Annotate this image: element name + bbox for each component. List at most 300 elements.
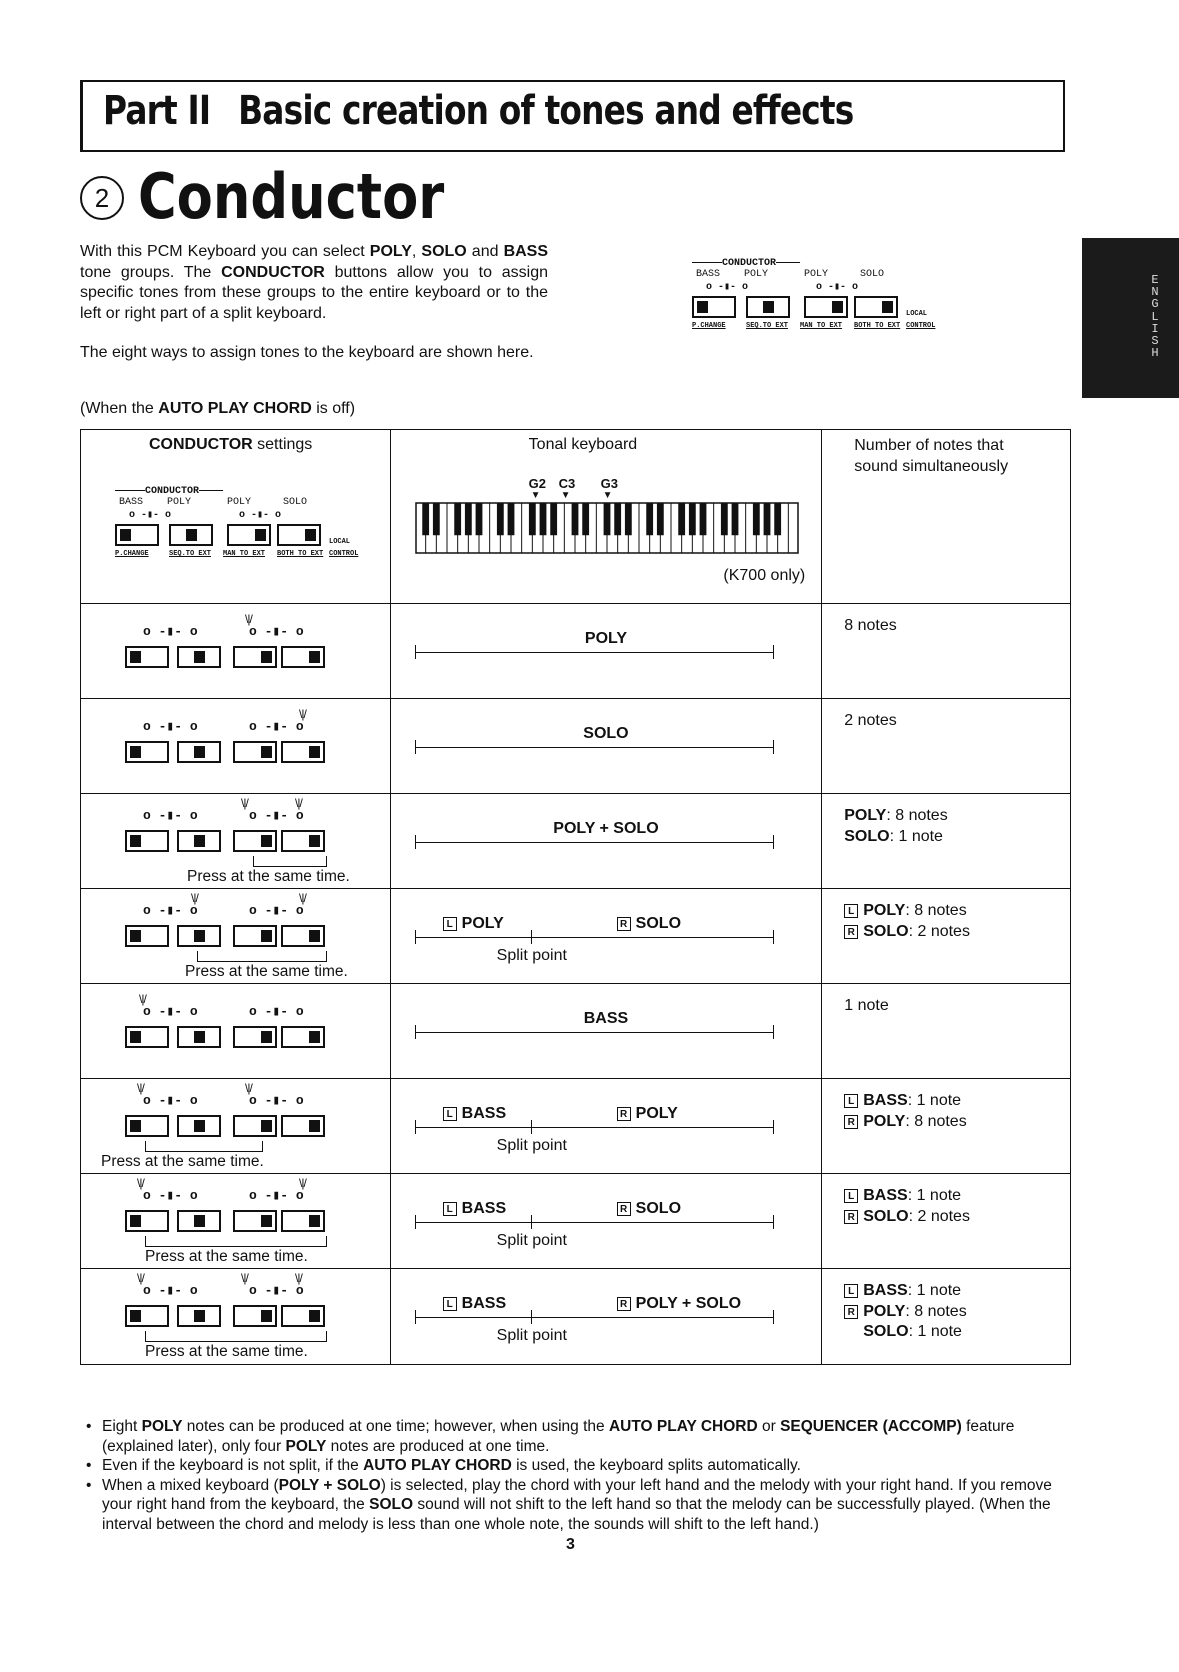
- button-indicator: [194, 930, 205, 942]
- notes-mode: SOLO: [863, 1207, 909, 1225]
- led-indicator-right: o -▮- o: [249, 1004, 304, 1019]
- notes-value: : 1 note: [908, 1323, 962, 1340]
- conductor-group-label: BASS: [696, 269, 721, 280]
- button-indicator: [261, 1120, 272, 1132]
- table-row: [81, 1174, 1071, 1269]
- notes-mode: BASS: [863, 1282, 908, 1299]
- conductor-setting-cell: [81, 604, 391, 699]
- conductor-button: [125, 1026, 169, 1048]
- conductor-button: [233, 1210, 277, 1232]
- button-indicator: [832, 301, 843, 313]
- notes-value: : 8 notes: [905, 1302, 967, 1320]
- notes-mode: BASS: [863, 1187, 908, 1204]
- conductor-button: [125, 1115, 169, 1137]
- conductor-button: [804, 296, 848, 318]
- split-left-label: [443, 915, 504, 933]
- black-key: [646, 503, 653, 535]
- black-key: [657, 503, 664, 535]
- split-left-text: POLY: [461, 915, 504, 932]
- conductor-setting-cell: [81, 699, 391, 794]
- footnote-text: Even if the keyboard is not split, if the: [102, 1457, 364, 1474]
- button-indicator: [130, 746, 141, 758]
- notes-box-icon: R: [844, 1210, 858, 1224]
- footnote-bold: AUTO PLAY CHORD: [363, 1457, 512, 1474]
- black-key: [422, 503, 429, 535]
- button-caption: MAN TO EXT: [223, 550, 266, 558]
- conductor-button: [233, 646, 277, 668]
- notes-box-icon: L: [844, 1094, 858, 1108]
- footnote-bold: SOLO: [369, 1496, 414, 1513]
- conductor-setting-cell: [81, 1269, 391, 1365]
- tonal-keyboard-cell: [390, 1174, 822, 1269]
- press-together-bracket: [253, 856, 327, 867]
- notes-count-cell: [822, 984, 1071, 1079]
- black-key: [497, 503, 504, 535]
- conductor-group-label: BASS: [119, 497, 144, 508]
- button-indicator: [763, 301, 774, 313]
- notes-line: [844, 711, 896, 732]
- led-left: o -▮- o: [706, 282, 749, 293]
- right-box-icon: R: [617, 917, 631, 931]
- footnote-text: Eight: [102, 1418, 142, 1435]
- press-same-time-note: Press at the same time.: [145, 1248, 308, 1265]
- k700-only-note: (K700 only): [723, 567, 806, 584]
- footnote-text: or: [757, 1418, 781, 1435]
- english-tab-letter: E: [1151, 273, 1159, 287]
- black-key: [539, 503, 546, 535]
- button-indicator: [186, 529, 197, 541]
- press-same-time-note: Press at the same time.: [101, 1153, 264, 1170]
- button-indicator: [130, 835, 141, 847]
- range-tick-right: [773, 835, 774, 849]
- keyboard-mark: G3: [600, 476, 619, 491]
- notes-count-cell: [822, 1174, 1071, 1269]
- notes-count-cell: [822, 1079, 1071, 1174]
- button-indicator: [194, 1310, 205, 1322]
- split-right-text: SOLO: [635, 1200, 682, 1217]
- split-left-label: [443, 1200, 506, 1218]
- press-same-time-note: Press at the same time.: [187, 868, 350, 885]
- black-key: [753, 503, 760, 535]
- conductor-button: [169, 524, 213, 546]
- button-indicator: [120, 529, 131, 541]
- split-point-label: Split point: [496, 1137, 567, 1154]
- button-indicator: [194, 651, 205, 663]
- conductor-panel-diagram-table: [115, 486, 395, 586]
- range-tick-right: [773, 645, 774, 659]
- split-point-tick: [531, 930, 532, 944]
- blinking-led-icon: \|/: [241, 796, 248, 810]
- keyboard-mode-label: POLY: [584, 630, 627, 647]
- conductor-group-label: SOLO: [283, 497, 308, 508]
- keyboard-diagram: [415, 502, 799, 554]
- conductor-button: [125, 1210, 169, 1232]
- button-indicator: [194, 746, 205, 758]
- notes-count-cell: [822, 604, 1071, 699]
- auto-play-note: (When the AUTO PLAY CHORD is off): [80, 400, 356, 417]
- conductor-button: [746, 296, 790, 318]
- range-tick-right: [773, 1215, 774, 1229]
- footnote-bold: POLY + SOLO: [278, 1476, 381, 1494]
- notes-line: [844, 827, 947, 848]
- notes-count: [844, 1186, 970, 1227]
- footnote-bold: AUTO PLAY CHORD: [608, 1418, 758, 1435]
- control-label: CONTROL: [906, 322, 936, 330]
- range-tick-left: [415, 930, 416, 944]
- conductor-button: [233, 925, 277, 947]
- range-tick-left: [415, 1215, 416, 1229]
- split-point-label: Split point: [496, 1327, 567, 1344]
- led-indicator-right: o -▮- o: [249, 903, 304, 918]
- notes-value: : 1 note: [907, 1092, 962, 1109]
- blinking-led-icon: \|/: [299, 891, 306, 905]
- led-right: o -▮- o: [239, 510, 282, 521]
- footnote-bullet: •: [86, 1418, 92, 1435]
- notes-line: [844, 1091, 966, 1112]
- footnote-bullet: •: [86, 1476, 92, 1494]
- button-indicator: [309, 651, 320, 663]
- blinking-led-icon: \|/: [245, 612, 252, 626]
- conductor-button: [125, 925, 169, 947]
- split-point-tick: [531, 1120, 532, 1134]
- page-number: 3: [566, 1536, 575, 1553]
- notes-value: 2 notes: [844, 712, 897, 729]
- led-indicator-left: o -▮- o: [143, 808, 198, 823]
- button-indicator: [194, 1215, 205, 1227]
- button-caption: SEQ.TO EXT: [746, 322, 789, 330]
- keyboard-range-line: [415, 1222, 773, 1223]
- notes-count-cell: [822, 1269, 1071, 1365]
- keyboard-range-line: [415, 652, 773, 653]
- conductor-panel-diagram: [692, 258, 972, 348]
- local-label: LOCAL: [329, 538, 351, 546]
- left-box-icon: L: [443, 1202, 457, 1216]
- tonal-keyboard-cell: [390, 1269, 822, 1365]
- tonal-keyboard-cell: [390, 604, 822, 699]
- conductor-button: [177, 1305, 221, 1327]
- split-left-text: BASS: [461, 1295, 507, 1312]
- conductor-button: [177, 830, 221, 852]
- notes-mode: POLY: [863, 1302, 906, 1320]
- footnote-bold: POLY: [141, 1418, 183, 1435]
- split-point-label: Split point: [496, 1232, 567, 1249]
- led-left: o -▮- o: [129, 510, 172, 521]
- conductor-button: [281, 1305, 325, 1327]
- button-indicator: [309, 1120, 320, 1132]
- led-indicator-right: o -▮- o: [249, 1093, 304, 1108]
- footnote-text: sound will not shift to the left hand so that the melody can be successfully played. (When the interval between the chord and melody is less than one whole note, the sounds will shift to the left hand.): [102, 1496, 1051, 1533]
- blinking-led-icon: \|/: [137, 1176, 144, 1190]
- conductor-button: [233, 1026, 277, 1048]
- notes-count: [844, 711, 896, 732]
- conductor-label: —————CONDUCTOR————: [692, 258, 801, 269]
- notes-value: : 2 notes: [908, 922, 970, 940]
- notes-mode: POLY: [863, 1112, 906, 1130]
- button-indicator: [194, 835, 205, 847]
- notes-mode: POLY: [863, 902, 906, 919]
- table-row: [81, 1269, 1071, 1365]
- notes-count: [844, 901, 970, 942]
- blinking-led-icon: \|/: [241, 1271, 248, 1285]
- split-right-text: SOLO: [635, 915, 682, 932]
- footnote-text: When a mixed keyboard (: [102, 1476, 279, 1494]
- led-indicator-right: o -▮- o: [249, 1188, 304, 1203]
- led-indicator-left: o -▮- o: [143, 1004, 198, 1019]
- range-tick-left: [415, 645, 416, 659]
- notes-line: [844, 1302, 966, 1323]
- footnote-text: notes are produced at one time.: [326, 1437, 550, 1455]
- keyboard-range-line: [415, 937, 773, 938]
- local-label: LOCAL: [906, 310, 928, 318]
- table-row: [81, 1079, 1071, 1174]
- notes-value: 1 note: [844, 997, 889, 1014]
- notes-line: [844, 616, 896, 637]
- notes-value: : 1 note: [907, 1187, 962, 1204]
- conductor-setting-cell: [81, 1079, 391, 1174]
- notes-box-icon: L: [844, 904, 858, 918]
- black-key: [689, 503, 696, 535]
- conductor-button: [125, 646, 169, 668]
- button-indicator: [309, 1310, 320, 1322]
- range-tick-left: [415, 835, 416, 849]
- button-caption: P.CHANGE: [115, 550, 149, 558]
- conductor-button: [177, 1115, 221, 1137]
- notes-line: [844, 996, 888, 1017]
- black-key: [763, 503, 770, 535]
- notes-box-icon: L: [844, 1189, 858, 1203]
- conductor-button: [233, 1305, 277, 1327]
- button-indicator: [309, 1215, 320, 1227]
- notes-box-icon: L: [844, 1284, 858, 1298]
- table-row: [81, 604, 1071, 699]
- black-key: [614, 503, 621, 535]
- keyboard-mark-arrow: ▼: [560, 490, 571, 501]
- black-key: [582, 503, 589, 535]
- conductor-button: [281, 741, 325, 763]
- press-same-time-note: Press at the same time.: [185, 963, 348, 980]
- blinking-led-icon: \|/: [299, 707, 306, 721]
- split-right-label: [617, 915, 681, 933]
- black-key: [731, 503, 738, 535]
- notes-line: [844, 1322, 966, 1343]
- keyboard-range-line: [415, 1317, 773, 1318]
- intro-text: With this PCM Keyboard you can select POLY, SOLO and BASS tone groups. The CONDUCTOR buttons allow you to assign specific tones from these groups to the entire keyboard or to the left or right part of a split keyboard. The eight ways to assign tones to the keyboard are shown here.: [80, 243, 549, 361]
- notes-line: [844, 1186, 970, 1207]
- footnote-bold: SEQUENCER (ACCOMP): [780, 1418, 962, 1435]
- led-indicator-left: o -▮- o: [143, 1093, 198, 1108]
- conductor-button: [281, 646, 325, 668]
- conductor-button: [692, 296, 736, 318]
- header-conductor-settings: CONDUCTOR settings —————CONDUCTOR———— BASS POLY POLY SOLO o -▮- o o -▮- o P.CHANGE SEQ.TO EXT MAN TO EXT BOTH TO EXT LOCAL CONTROL: [81, 430, 391, 604]
- blinking-led-icon: \|/: [295, 796, 302, 810]
- notes-count-cell: [822, 699, 1071, 794]
- conductor-label: —————CONDUCTOR————: [115, 486, 224, 497]
- conductor-button: [177, 741, 221, 763]
- conductor-button: [281, 830, 325, 852]
- black-key: [507, 503, 514, 535]
- led-indicator-left: o -▮- o: [143, 624, 198, 639]
- keyboard-mark-arrow: ▼: [530, 490, 541, 501]
- notes-count: [844, 616, 896, 637]
- notes-line: [844, 1281, 966, 1302]
- conductor-setting-cell: [81, 794, 391, 889]
- conductor-button: [227, 524, 271, 546]
- english-tab-letter: L: [1151, 309, 1159, 324]
- keyboard-range-line: [415, 1032, 773, 1033]
- part-label: Part II: [103, 88, 211, 134]
- notes-count: [844, 1091, 966, 1132]
- button-indicator: [261, 930, 272, 942]
- table-row: [81, 794, 1071, 889]
- footnote-text: notes can be produced at one time; however, when using the: [182, 1418, 609, 1435]
- english-tab: [1082, 238, 1179, 398]
- split-right-text: POLY + SOLO: [635, 1295, 742, 1312]
- tonal-keyboard-cell: [390, 699, 822, 794]
- button-indicator: [130, 651, 141, 663]
- button-indicator: [130, 1031, 141, 1043]
- press-together-bracket: [145, 1141, 263, 1152]
- range-tick-left: [415, 1120, 416, 1134]
- blinking-led-icon: \|/: [191, 891, 198, 905]
- conductor-button: [281, 1210, 325, 1232]
- footnote-item: [84, 1456, 1059, 1476]
- footnote-item: [84, 1417, 1059, 1456]
- conductor-button: [233, 741, 277, 763]
- button-caption: SEQ.TO EXT: [169, 550, 212, 558]
- conductor-setting-cell: [81, 1174, 391, 1269]
- led-indicator-left: o -▮- o: [143, 719, 198, 734]
- button-indicator: [309, 746, 320, 758]
- button-indicator: [309, 835, 320, 847]
- conductor-group-label: POLY: [804, 269, 829, 280]
- blinking-led-icon: \|/: [139, 992, 146, 1006]
- notes-count: [844, 1281, 966, 1343]
- conductor-button: [177, 646, 221, 668]
- tonal-keyboard-cell: [390, 889, 822, 984]
- led-indicator-right: o -▮- o: [249, 624, 304, 639]
- conductor-button: [233, 1115, 277, 1137]
- conductor-button: [125, 830, 169, 852]
- range-tick-left: [415, 1025, 416, 1039]
- conductor-group-label: POLY: [167, 497, 192, 508]
- button-indicator: [697, 301, 708, 313]
- conductor-button: [281, 1026, 325, 1048]
- button-caption: BOTH TO EXT: [277, 550, 324, 558]
- split-point-tick: [531, 1310, 532, 1324]
- black-key: [625, 503, 632, 535]
- button-indicator: [130, 1120, 141, 1132]
- tonal-keyboard-cell: [390, 1079, 822, 1174]
- range-tick-right: [773, 1310, 774, 1324]
- conductor-button: [177, 1026, 221, 1048]
- split-point-tick: [531, 1215, 532, 1229]
- black-key: [550, 503, 557, 535]
- button-indicator: [130, 1310, 141, 1322]
- notes-line: [844, 1112, 966, 1133]
- notes-value: : 1 note: [907, 1282, 962, 1299]
- conductor-group-label: POLY: [744, 269, 769, 280]
- right-box-icon: R: [617, 1202, 631, 1216]
- button-indicator: [261, 835, 272, 847]
- blinking-led-icon: \|/: [245, 1081, 252, 1095]
- conductor-button: [233, 830, 277, 852]
- notes-box-icon: R: [844, 1305, 858, 1319]
- notes-mode: BASS: [863, 1092, 908, 1109]
- split-point-label: Split point: [496, 947, 567, 964]
- notes-value: : 8 notes: [886, 807, 948, 824]
- notes-line: [844, 1207, 970, 1228]
- button-indicator: [882, 301, 893, 313]
- led-right: o -▮- o: [816, 282, 859, 293]
- led-indicator-left: o -▮- o: [143, 1283, 198, 1298]
- led-indicator-right: o -▮- o: [249, 808, 304, 823]
- conductor-button: [177, 1210, 221, 1232]
- notes-box-icon: R: [844, 1115, 858, 1129]
- control-label: CONTROL: [329, 550, 359, 558]
- black-key: [571, 503, 578, 535]
- blinking-led-icon: \|/: [299, 1176, 306, 1190]
- led-indicator-left: o -▮- o: [143, 1188, 198, 1203]
- split-left-label: [443, 1295, 506, 1313]
- led-indicator-right: o -▮- o: [249, 1283, 304, 1298]
- keyboard-mark: G2: [528, 476, 547, 491]
- black-key: [454, 503, 461, 535]
- part-header: [80, 80, 1065, 152]
- press-same-time-note: Press at the same time.: [145, 1343, 308, 1360]
- black-key: [603, 503, 610, 535]
- conductor-settings-table: [80, 429, 1071, 1365]
- button-indicator: [261, 1310, 272, 1322]
- part-title: [103, 88, 853, 134]
- button-caption: MAN TO EXT: [800, 322, 843, 330]
- conductor-button: [281, 1115, 325, 1137]
- button-indicator: [305, 529, 316, 541]
- button-indicator: [309, 1031, 320, 1043]
- split-left-label: [443, 1105, 506, 1123]
- footnote-text: is used, the keyboard splits automatically.: [511, 1457, 801, 1474]
- conductor-button: [115, 524, 159, 546]
- keyboard-range-line: [415, 842, 773, 843]
- notes-value: : 1 note: [889, 827, 943, 845]
- button-indicator: [255, 529, 266, 541]
- button-indicator: [194, 1031, 205, 1043]
- button-indicator: [194, 1120, 205, 1132]
- footnotes: [84, 1417, 1059, 1534]
- button-indicator: [261, 1215, 272, 1227]
- tonal-keyboard-cell: [390, 794, 822, 889]
- footnote-bullet: •: [86, 1457, 92, 1474]
- black-key: [774, 503, 781, 535]
- button-indicator: [130, 1215, 141, 1227]
- press-together-bracket: [197, 951, 327, 962]
- blinking-led-icon: \|/: [295, 1271, 302, 1285]
- part-title-text: Basic creation of tones and effects: [238, 88, 854, 134]
- notes-mode: SOLO: [863, 922, 909, 940]
- english-tab-letter: I: [1151, 321, 1159, 336]
- black-key: [699, 503, 706, 535]
- range-tick-left: [415, 1310, 416, 1324]
- notes-value: : 2 notes: [908, 1207, 970, 1225]
- split-right-text: POLY: [635, 1105, 678, 1122]
- table-row: [81, 889, 1071, 984]
- button-indicator: [261, 746, 272, 758]
- keyboard-range-line: [415, 1127, 773, 1128]
- split-right-label: [617, 1105, 678, 1123]
- press-together-bracket: [145, 1236, 327, 1247]
- footnote-text: feature (explained later), only four: [102, 1418, 1015, 1455]
- range-tick-right: [773, 930, 774, 944]
- table-row: [81, 984, 1071, 1079]
